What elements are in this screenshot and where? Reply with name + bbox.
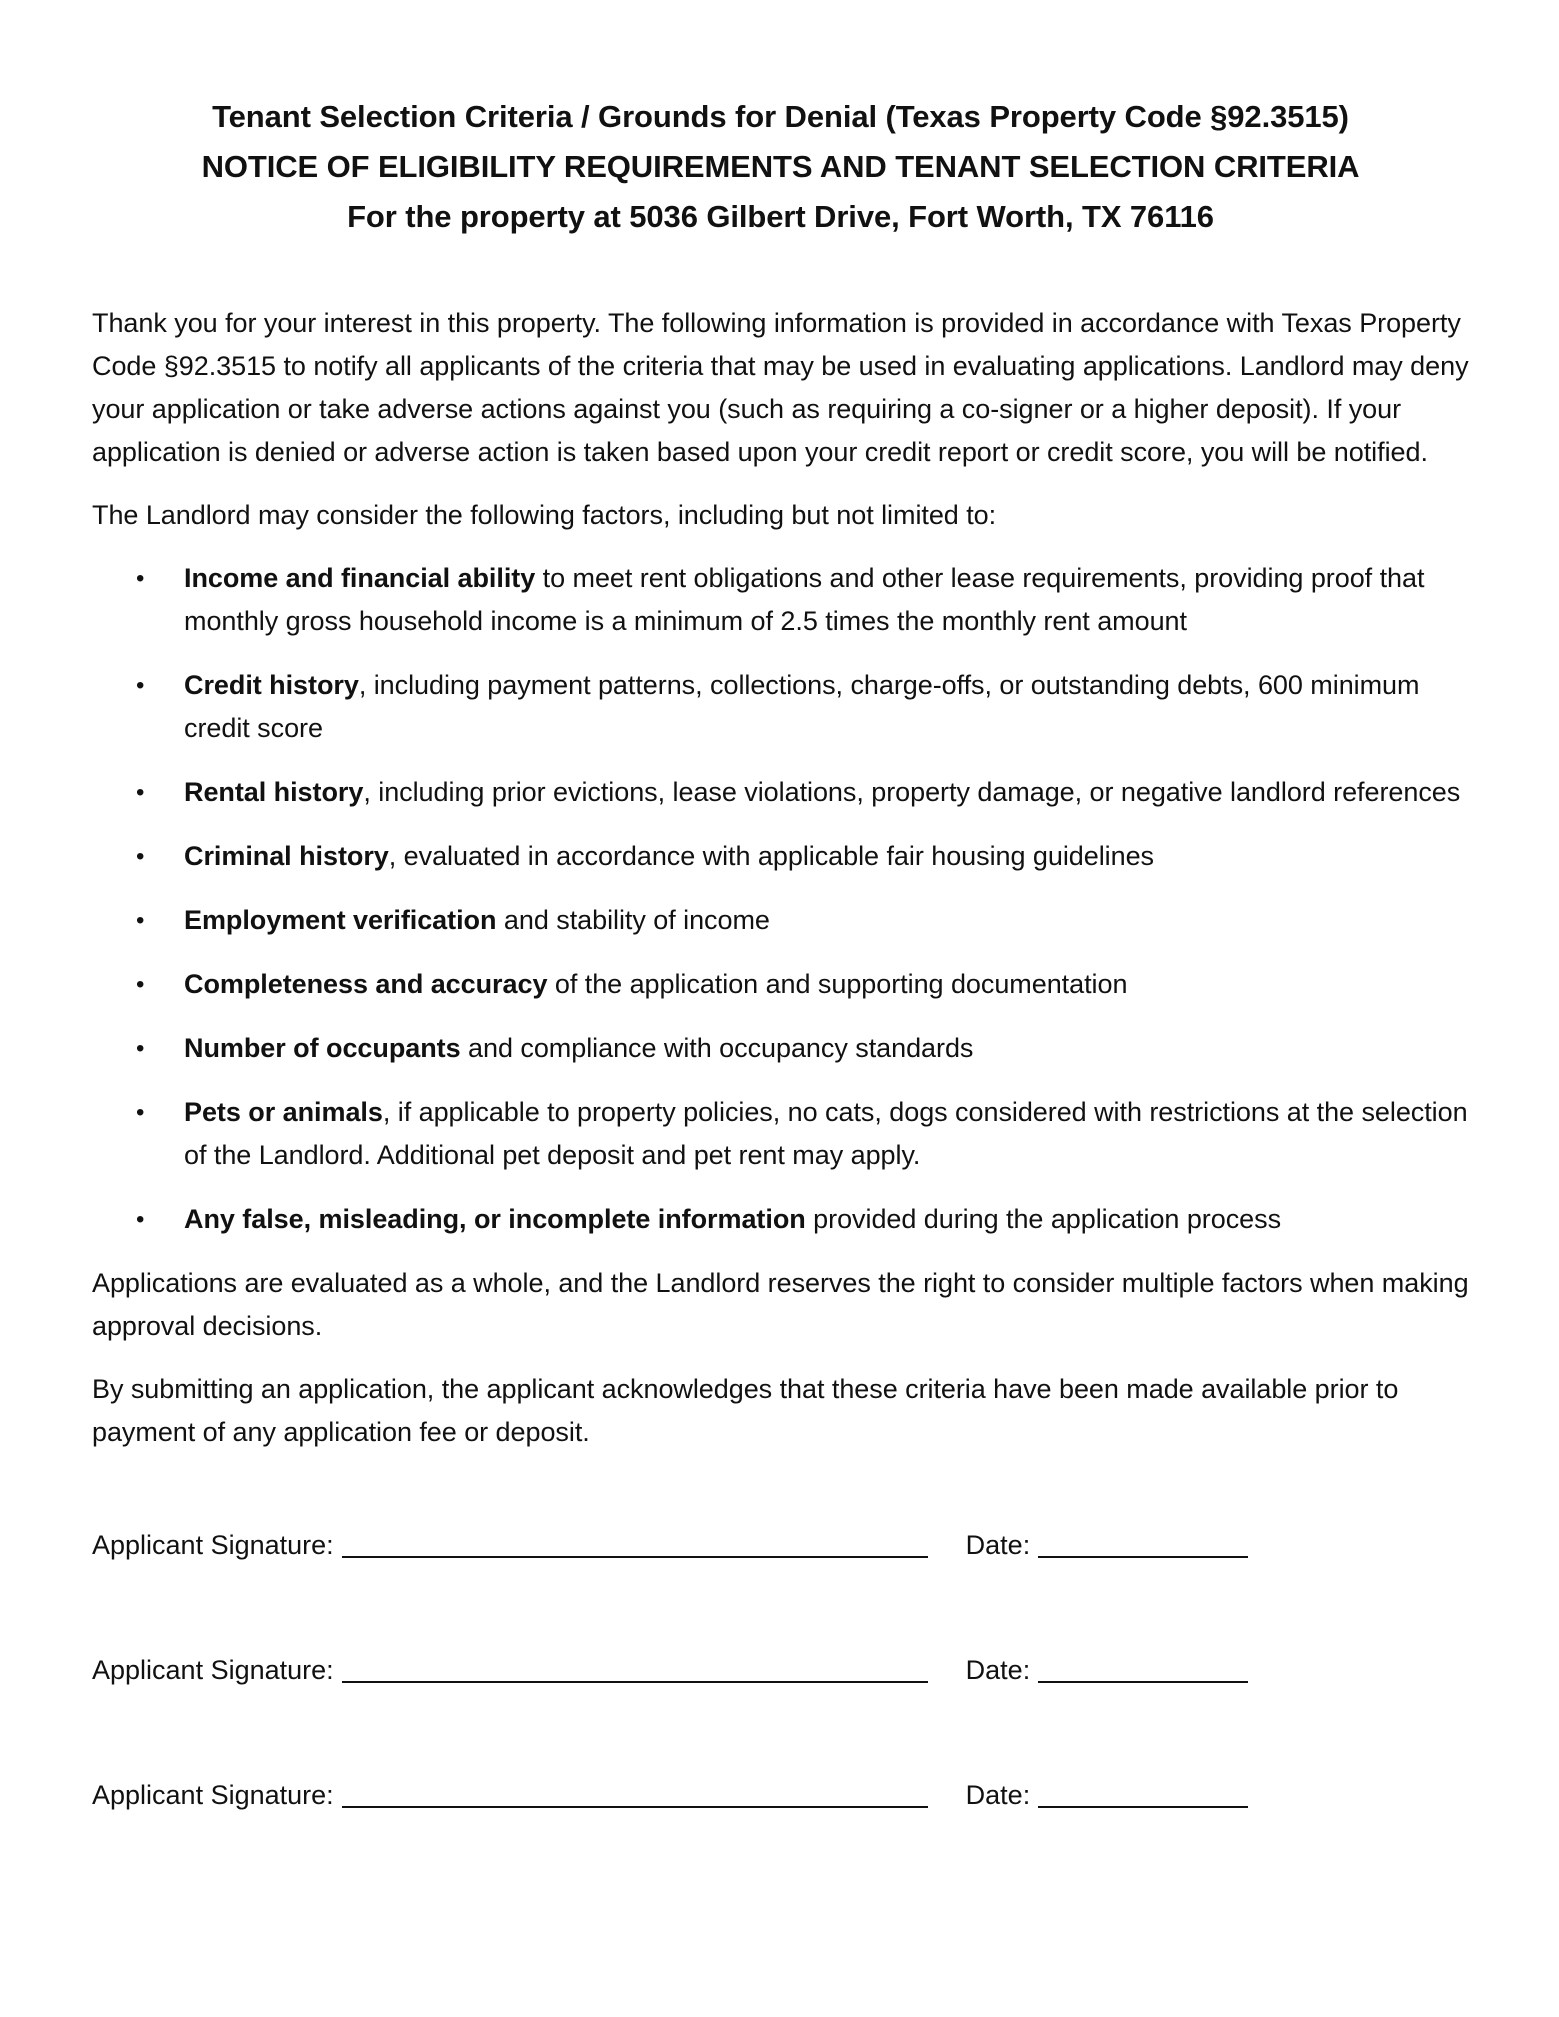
bullet-icon: • <box>136 1099 145 1126</box>
criteria-term: Criminal history <box>184 841 389 871</box>
criteria-term: Income and financial ability <box>184 563 536 593</box>
date-label: Date: <box>965 1655 1031 1685</box>
document-header <box>92 92 1469 242</box>
signature-row-3 <box>92 1774 1469 1817</box>
bullet-icon: • <box>136 565 145 592</box>
bullet-icon: • <box>136 907 145 934</box>
criteria-text: to meet rent obligations and other lease requirements, providing proof that monthly gross household income is a minimum of 2.5 times the monthly rent amount <box>184 563 1425 636</box>
signature-block <box>92 1524 1469 1817</box>
criteria-item-income <box>92 557 1469 643</box>
signature-row-1 <box>92 1524 1469 1567</box>
criteria-text: , including payment patterns, collections, charge-offs, or outstanding debts, 600 minimum credit score <box>184 670 1420 743</box>
header-notice-title: NOTICE OF ELIGIBILITY REQUIREMENTS AND TENANT SELECTION CRITERIA <box>201 149 1360 184</box>
date-line[interactable] <box>1038 1556 1248 1558</box>
criteria-term: Pets or animals <box>184 1097 383 1127</box>
bullet-icon: • <box>136 779 145 806</box>
criteria-item-criminal <box>92 835 1469 878</box>
evaluation-note: Applications are evaluated as a whole, and the Landlord reserves the right to consider multiple factors when making approval decisions. <box>92 1268 1469 1341</box>
signature-label: Applicant Signature: <box>92 1530 334 1560</box>
criteria-text: , evaluated in accordance with applicable fair housing guidelines <box>388 841 1154 871</box>
bullet-icon: • <box>136 1206 145 1233</box>
criteria-item-completeness <box>92 963 1469 1006</box>
criteria-item-employment <box>92 899 1469 942</box>
signature-line[interactable] <box>342 1681 928 1683</box>
criteria-list <box>92 557 1469 1241</box>
signature-line[interactable] <box>342 1556 928 1558</box>
criteria-term: Rental history <box>184 777 364 807</box>
criteria-text: and compliance with occupancy standards <box>460 1033 974 1063</box>
criteria-item-credit <box>92 664 1469 750</box>
date-label: Date: <box>965 1530 1031 1560</box>
header-title: Tenant Selection Criteria / Grounds for Denial (Texas Property Code §92.3515) <box>212 99 1349 134</box>
signature-row-2 <box>92 1649 1469 1692</box>
criteria-text: of the application and supporting documentation <box>547 969 1128 999</box>
date-label: Date: <box>965 1780 1031 1810</box>
intro-paragraph: Thank you for your interest in this property. The following information is provided in accordance with Texas Property Code §92.3515 to notify all applicants of the criteria that may be used in evaluating applications. Landlord may deny your application or take adverse actions against you (such as requiring a co-signer or a higher deposit). If your application is denied or adverse action is taken based upon your credit report or credit score, you will be notified. <box>92 308 1469 467</box>
criteria-term: Employment verification <box>184 905 497 935</box>
criteria-text: , including prior evictions, lease violations, property damage, or negative landlord references <box>363 777 1461 807</box>
criteria-term: Number of occupants <box>184 1033 461 1063</box>
signature-label: Applicant Signature: <box>92 1780 334 1810</box>
criteria-text: provided during the application process <box>805 1204 1282 1234</box>
factors-intro: The Landlord may consider the following factors, including but not limited to: <box>92 500 997 530</box>
bullet-icon: • <box>136 971 145 998</box>
date-line[interactable] <box>1038 1806 1248 1808</box>
criteria-term: Any false, misleading, or incomplete information <box>184 1204 806 1234</box>
criteria-item-false-information <box>92 1198 1469 1241</box>
criteria-term: Credit history <box>184 670 359 700</box>
signature-line[interactable] <box>342 1806 928 1808</box>
criteria-item-occupants <box>92 1027 1469 1070</box>
criteria-item-rental <box>92 771 1469 814</box>
bullet-icon: • <box>136 843 145 870</box>
acknowledgement-paragraph: By submitting an application, the applicant acknowledges that these criteria have been made available prior to payment of any application fee or deposit. <box>92 1374 1399 1447</box>
criteria-text: and stability of income <box>496 905 770 935</box>
bullet-icon: • <box>136 672 145 699</box>
header-property-address: For the property at 5036 Gilbert Drive, Fort Worth, TX 76116 <box>347 199 1214 234</box>
date-line[interactable] <box>1038 1681 1248 1683</box>
signature-label: Applicant Signature: <box>92 1655 334 1685</box>
bullet-icon: • <box>136 1035 145 1062</box>
criteria-item-pets <box>92 1091 1469 1177</box>
criteria-term: Completeness and accuracy <box>184 969 548 999</box>
criteria-text: , if applicable to property policies, no cats, dogs considered with restrictions at the selection of the Landlord. Additional pet deposit and pet rent may apply. <box>184 1097 1468 1170</box>
